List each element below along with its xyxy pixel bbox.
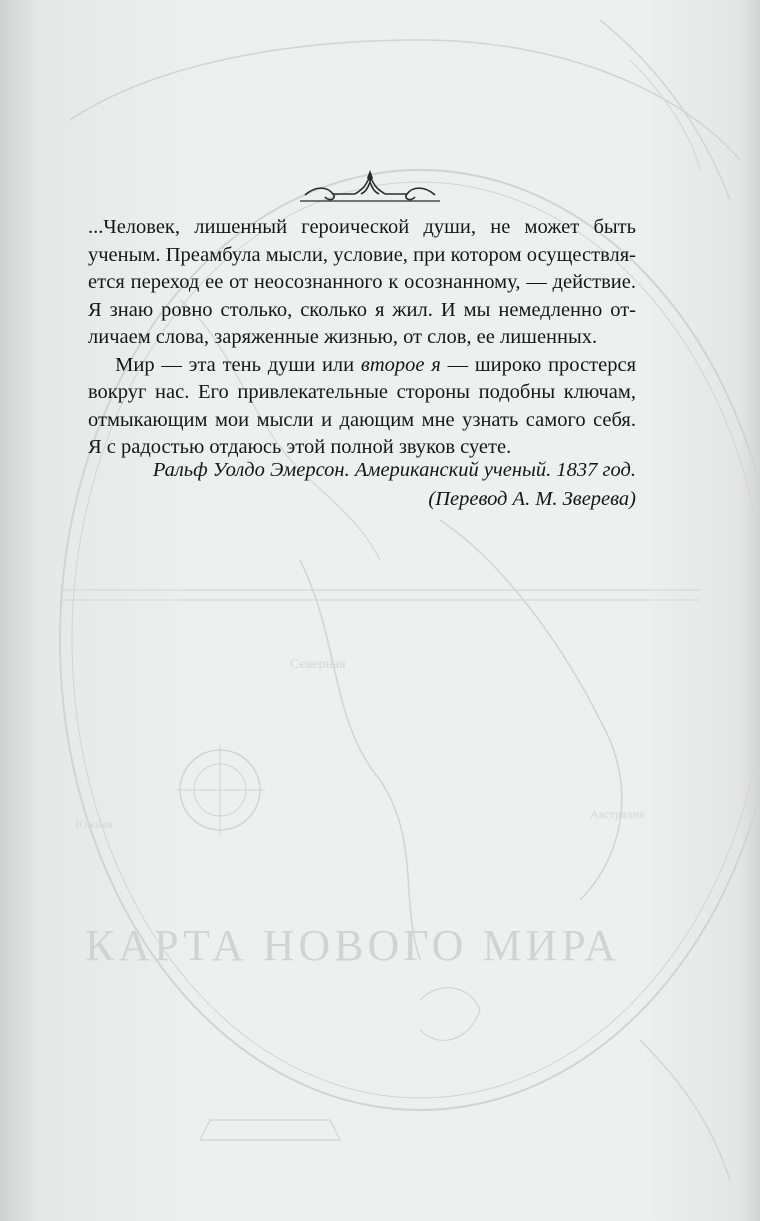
text-line xyxy=(88,352,636,380)
quote-paragraph-1 xyxy=(88,214,636,352)
italic-phrase: второе я xyxy=(360,353,441,376)
map-coastline xyxy=(300,560,420,960)
text-line: отмыкающим мои мысли и дающим мне узнать самого себя. xyxy=(88,408,636,431)
quote-text xyxy=(88,214,636,462)
text-line: Я с радостью отдаюсь этой полной звуков суете. xyxy=(88,436,512,458)
text-line: вокруг нас. Его привлекательные стороны подобны ключам, xyxy=(88,381,636,403)
text-line: ученым. Преамбула мысли, условие, при котором осуществля- xyxy=(88,243,636,266)
text-line: Я знаю ровно столько, сколько я жил. И мы немедленно от- xyxy=(88,298,636,321)
quote-paragraph-2 xyxy=(88,352,636,462)
map-title-text: КАРТА НОВОГО МИРА xyxy=(85,921,620,970)
svg-text:Южная: Южная xyxy=(75,817,114,831)
attribution-author: Ральф Уолдо Эмерсон. Американский ученый. 1837 год. xyxy=(152,459,636,481)
attribution-translator: (Перевод А. М. Зверева) xyxy=(428,488,636,510)
svg-text:Северная: Северная xyxy=(290,657,346,672)
attribution xyxy=(153,456,636,514)
text-line: ...Человек, лишенный героической души, не может быть xyxy=(88,216,636,238)
map-label-australia: Австралия xyxy=(590,807,645,821)
text-fragment: Мир — эта тень души или xyxy=(115,353,361,376)
text-fragment: — широко простерся xyxy=(440,353,636,376)
text-line: личаем слова, заряженные жизнью, от слов, ее лишенных. xyxy=(88,326,598,348)
text-line: ется переход ее от неосознанного к осознанному, — действие. xyxy=(88,271,636,293)
decorative-ornament-icon xyxy=(295,168,445,208)
